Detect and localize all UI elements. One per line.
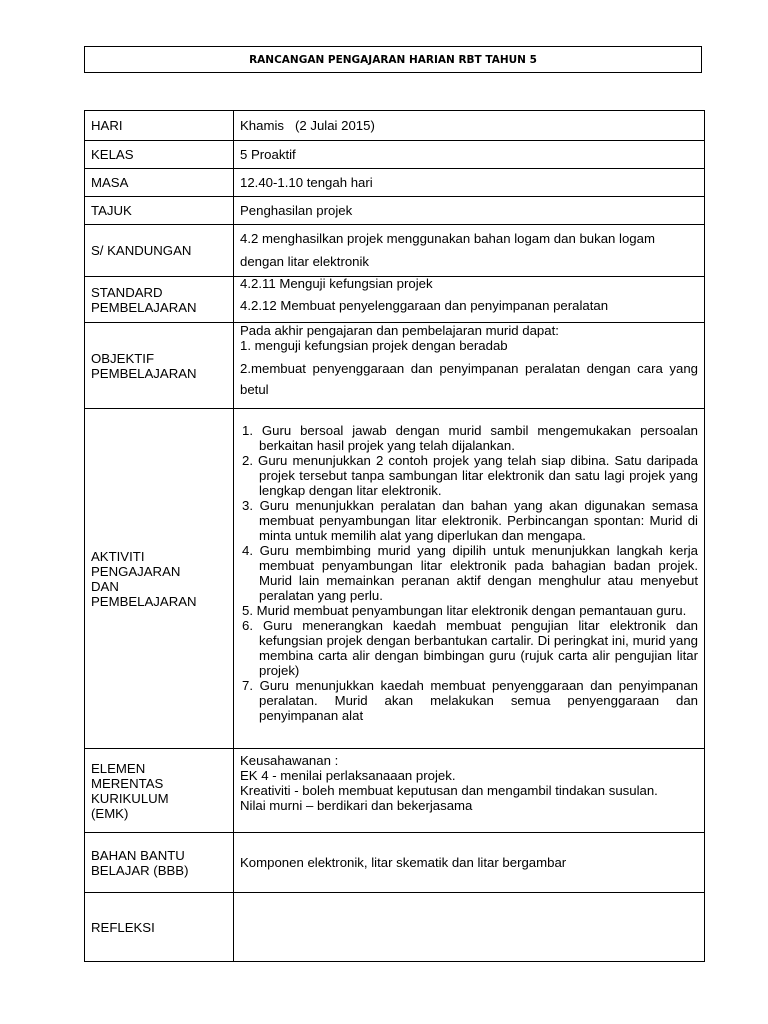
row-kandungan (85, 225, 705, 277)
value-tajuk: Penghasilan projek (234, 197, 705, 225)
label-bbb-1: BAHAN BANTU (91, 847, 185, 863)
document-title-text: RANCANGAN PENGAJARAN HARIAN RBT TAHUN 5 (249, 53, 537, 66)
kandungan-text: 4.2 menghasilkan projek menggunakan bahan logam dan bukan logam dengan litar elektronik (240, 231, 655, 269)
row-refleksi (85, 893, 705, 962)
value-objektif (234, 323, 705, 409)
value-kandungan (234, 225, 705, 277)
emk-line-2: EK 4 - menilai perlaksanaaan projek. (240, 768, 456, 783)
label-tajuk: TAJUK (85, 197, 234, 225)
emk-line-4: Nilai murni – berdikari dan bekerjasama (240, 798, 473, 813)
row-hari (85, 111, 705, 141)
emk-line-1: Keusahawanan : (240, 753, 339, 768)
aktiviti-item-7: 7. Guru menunjukkan kaedah membuat penyenggaraan dan penyimpanan peralatan. Murid akan melakukan semua penyenggaraan dan penyimpanan alat (242, 678, 698, 723)
standard-item-1: 4.2.11 Menguji kefungsian projek (240, 276, 433, 291)
label-standard-1: STANDARD (91, 284, 163, 300)
value-aktiviti (234, 409, 705, 749)
row-objektif (85, 323, 705, 409)
label-emk-4: (EMK) (91, 805, 129, 821)
value-bbb: Komponen elektronik, litar skematik dan litar bergambar (234, 833, 705, 893)
label-standard (85, 277, 234, 323)
row-kelas (85, 141, 705, 169)
emk-line-3: Kreativiti - boleh membuat keputusan dan mengambil tindakan susulan. (240, 783, 658, 798)
label-objektif (85, 323, 234, 409)
label-objektif-2: PEMBELAJARAN (91, 365, 197, 381)
row-masa (85, 169, 705, 197)
value-kelas: 5 Proaktif (234, 141, 705, 169)
label-hari: HARI (85, 111, 234, 141)
value-hari-text: Khamis (2 Julai 2015) (240, 118, 375, 133)
aktiviti-item-1: 1. Guru bersoal jawab dengan murid sambil mengemukakan persoalan berkaitan hasil projek yang telah dijalankan. (242, 423, 698, 453)
aktiviti-item-3: 3. Guru menunjukkan peralatan dan bahan yang akan digunakan semasa membuat penyambungan litar elektronik. Perbincangan spontan: Murid di minta untuk memilih alat yang diperlukan dan mengapa. (242, 498, 698, 543)
label-masa: MASA (85, 169, 234, 197)
standard-item-2: 4.2.12 Membuat penyelenggaraan dan penyimpanan peralatan (240, 298, 609, 313)
objektif-intro: Pada akhir pengajaran dan pembelajaran murid dapat: (240, 323, 559, 338)
label-kandungan: S/ KANDUNGAN (85, 225, 234, 277)
value-standard (234, 277, 705, 323)
value-hari (234, 111, 705, 141)
label-bbb (85, 833, 234, 893)
value-masa: 12.40-1.10 tengah hari (234, 169, 705, 197)
label-emk (85, 749, 234, 833)
aktiviti-item-6: 6. Guru menerangkan kaedah membuat pengujian litar elektronik dan kefungsian projek dengan berbantukan cartalir. Di peringkat ini, murid yang membina carta alir dengan bimbingan guru (rujuk carta alir pengujian litar projek) (242, 618, 698, 678)
value-refleksi (234, 893, 705, 962)
label-aktiviti-4: PEMBELAJARAN (91, 593, 197, 609)
label-emk-3: KURIKULUM (91, 790, 169, 806)
lesson-plan-table (84, 110, 705, 962)
row-aktiviti (85, 409, 705, 749)
label-standard-2: PEMBELAJARAN (91, 299, 197, 315)
value-emk (234, 749, 705, 833)
label-aktiviti-2: PENGAJARAN (91, 563, 181, 579)
row-tajuk (85, 197, 705, 225)
label-kelas: KELAS (85, 141, 234, 169)
row-emk (85, 749, 705, 833)
label-emk-1: ELEMEN (91, 760, 146, 776)
label-aktiviti-3: DAN (91, 578, 119, 594)
label-aktiviti-1: AKTIVITI (91, 548, 145, 564)
document-title (84, 46, 702, 73)
objektif-item-1: 1. menguji kefungsian projek dengan beradab (240, 338, 508, 353)
label-emk-2: MERENTAS (91, 775, 164, 791)
aktiviti-list (242, 423, 698, 723)
aktiviti-item-4: 4. Guru membimbing murid yang dipilih untuk menunjukkan langkah kerja membuat penyambungan litar elektronik pada bahagian badan projek. Murid lain memainkan peranan aktif dengan menghulur atau menyebut peralatan yang perlu. (242, 543, 698, 603)
aktiviti-item-2: 2. Guru menunjukkan 2 contoh projek yang telah siap dibina. Satu daripada projek tersebut tanpa sambungan litar elektronik dan satu lagi projek yang lengkap dengan litar elektronik. (242, 453, 698, 498)
label-refleksi: REFLEKSI (85, 893, 234, 962)
row-standard (85, 277, 705, 323)
label-bbb-2: BELAJAR (BBB) (91, 862, 189, 878)
row-bbb (85, 833, 705, 893)
label-aktiviti (85, 409, 234, 749)
objektif-item-2: 2.membuat penyenggaraan dan penyimpanan peralatan dengan cara yang betul (240, 361, 698, 397)
label-objektif-1: OBJEKTIF (91, 350, 155, 366)
aktiviti-item-5: 5. Murid membuat penyambungan litar elektronik dengan pemantauan guru. (242, 603, 687, 618)
